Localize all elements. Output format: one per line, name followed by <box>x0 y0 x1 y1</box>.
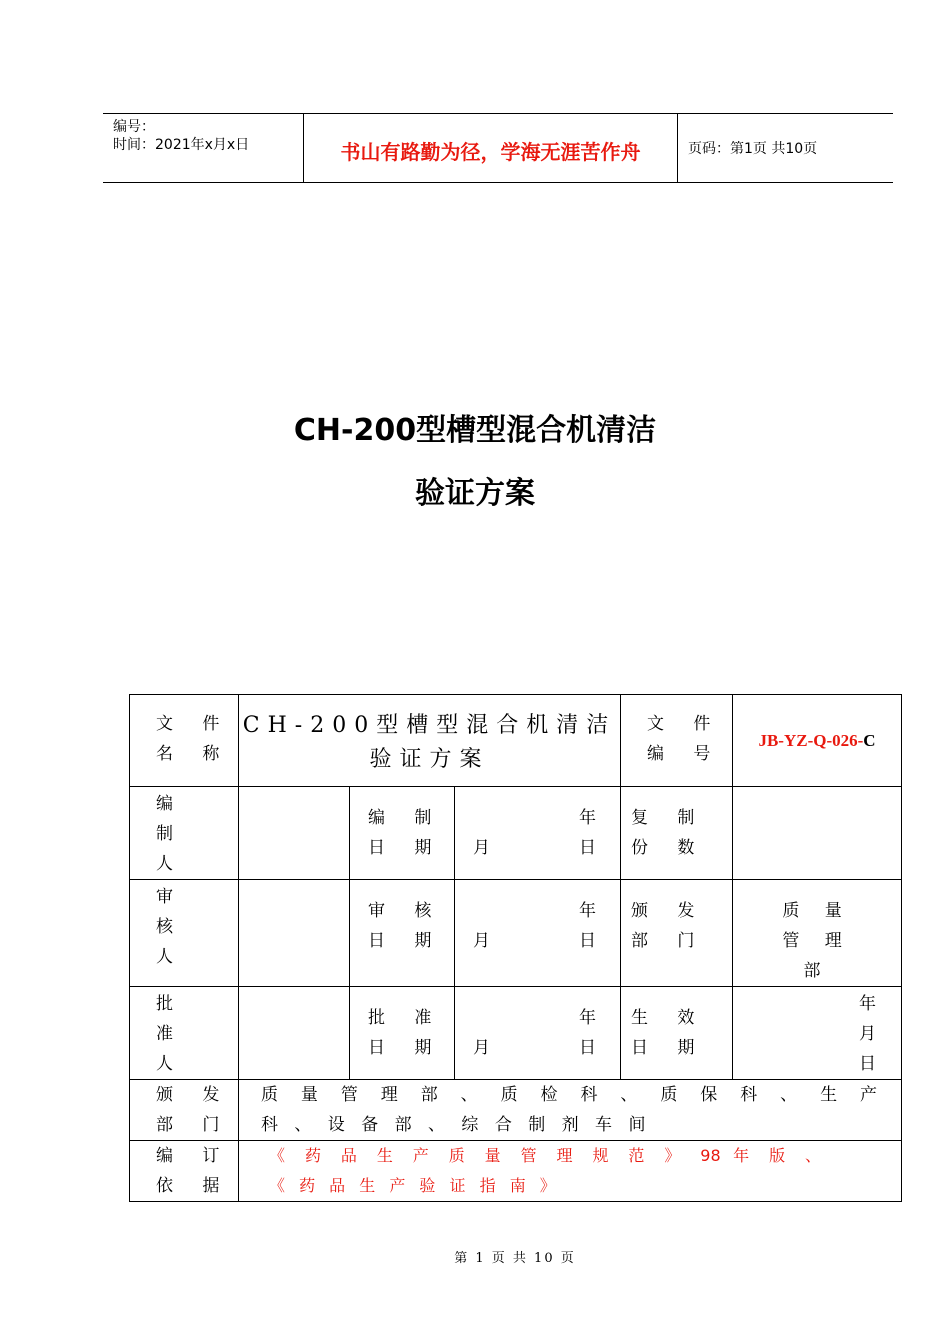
label-line: 颁 发 <box>156 1085 232 1105</box>
date-year: 年 <box>579 1008 597 1028</box>
review-date-label <box>350 880 455 987</box>
document-info-table <box>129 694 902 1202</box>
date-month: 月 <box>473 931 490 951</box>
basis-label <box>130 1141 239 1202</box>
preparer-value <box>239 787 350 880</box>
time-label: 时间：2021年x月x日 <box>113 137 250 153</box>
date-month: 月 <box>473 838 490 858</box>
date-year: 年 <box>859 994 877 1014</box>
label-line: 审 核 <box>368 901 444 921</box>
label-char: 制 <box>156 824 173 844</box>
label-line: 编 号 <box>647 744 723 764</box>
date-month: 月 <box>859 1024 877 1044</box>
effective-date-label <box>621 987 733 1080</box>
basis-line: 《 药 品 生 产 质 量 管 理 规 范 》 98 年 版 、 <box>269 1146 822 1165</box>
table-row <box>130 1141 902 1202</box>
reviewer-label <box>130 880 239 987</box>
label-char: 批 <box>156 994 173 1014</box>
table-row <box>130 1080 902 1141</box>
label-line: 日 期 <box>368 1038 444 1058</box>
approver-value <box>239 987 350 1080</box>
basis-line: 《 药 品 生 产 验 证 指 南 》 <box>269 1176 556 1195</box>
label-line: 颁 发 <box>631 901 707 921</box>
label-line: 日 期 <box>368 838 444 858</box>
motto-text: 书山有路勤为径，学海无涯苦作舟 <box>340 140 641 164</box>
label-line: 部 门 <box>156 1115 232 1135</box>
header-page-cell <box>678 114 893 182</box>
doc-no-label <box>621 695 733 787</box>
label-line: 文 件 <box>156 714 232 734</box>
date-year: 年 <box>579 901 597 921</box>
date-year: 年 <box>579 808 597 828</box>
table-row <box>130 880 902 987</box>
label-line: 编 订 <box>156 1146 232 1166</box>
issue-dept-line: 科 、 设 备 部 、 综 合 制 剂 车 间 <box>261 1115 647 1135</box>
label-char: 准 <box>156 1024 173 1044</box>
approve-date-value <box>455 987 621 1080</box>
header-meta-cell <box>103 114 304 182</box>
label-line: 生 效 <box>631 1008 707 1028</box>
date-month: 月 <box>473 1038 490 1058</box>
issuing-dept-label <box>621 880 733 987</box>
header-motto-cell <box>304 114 678 182</box>
copies-value <box>733 787 902 880</box>
copies-label <box>621 787 733 880</box>
label-line: 依 据 <box>156 1176 232 1196</box>
label-char: 人 <box>156 947 173 967</box>
label-line: 日 期 <box>368 931 444 951</box>
doc-name-label <box>130 695 239 787</box>
label-char: 编 <box>156 794 173 814</box>
page-indicator: 页码：第1页 共10页 <box>688 141 818 157</box>
page-subtitle: 验证方案 <box>415 476 535 511</box>
doc-no-value <box>733 695 902 787</box>
date-day: 日 <box>579 931 597 951</box>
label-line: 名 称 <box>156 744 232 764</box>
issue-dept-value <box>239 1080 902 1141</box>
approver-label <box>130 987 239 1080</box>
table-row <box>130 695 902 787</box>
label-line: 份 数 <box>631 838 707 858</box>
issuing-dept-value: 质 量 管 理 部 <box>733 880 902 987</box>
doc-no-suffix: C <box>863 730 876 750</box>
issue-dept-line: 质 量 管 理 部 、 质 检 科 、 质 保 科 、 生 产 <box>261 1085 878 1105</box>
review-date-value <box>455 880 621 987</box>
label-char: 人 <box>156 1054 173 1074</box>
label-line: 部 门 <box>631 931 707 951</box>
approve-date-label <box>350 987 455 1080</box>
label-char: 审 <box>156 887 173 907</box>
prep-date-label <box>350 787 455 880</box>
label-line: 编 制 <box>368 808 444 828</box>
page-title: CH-200型槽型混合机清洁 <box>293 413 657 448</box>
basis-value <box>239 1141 902 1202</box>
document-header <box>103 113 893 183</box>
prep-date-value <box>455 787 621 880</box>
page-footer: 第 1 页 共 10 页 <box>454 1251 576 1266</box>
number-label: 编号： <box>113 119 155 135</box>
label-line: 日 期 <box>631 1038 707 1058</box>
label-line: 复 制 <box>631 808 707 828</box>
label-char: 核 <box>156 917 173 937</box>
date-day: 日 <box>579 838 597 858</box>
doc-name-value: CH-200型槽型混合机清洁验证方案 <box>239 695 621 787</box>
table-row <box>130 987 902 1080</box>
date-day: 日 <box>859 1054 877 1074</box>
label-line: 文 件 <box>647 714 723 734</box>
date-day: 日 <box>579 1038 597 1058</box>
preparer-label <box>130 787 239 880</box>
doc-no-prefix: JB-YZ-Q-026- <box>758 730 864 750</box>
label-char: 人 <box>156 854 173 874</box>
issue-dept-label <box>130 1080 239 1141</box>
table-row <box>130 787 902 880</box>
effective-date-value <box>733 987 902 1080</box>
label-line: 批 准 <box>368 1008 444 1028</box>
reviewer-value <box>239 880 350 987</box>
